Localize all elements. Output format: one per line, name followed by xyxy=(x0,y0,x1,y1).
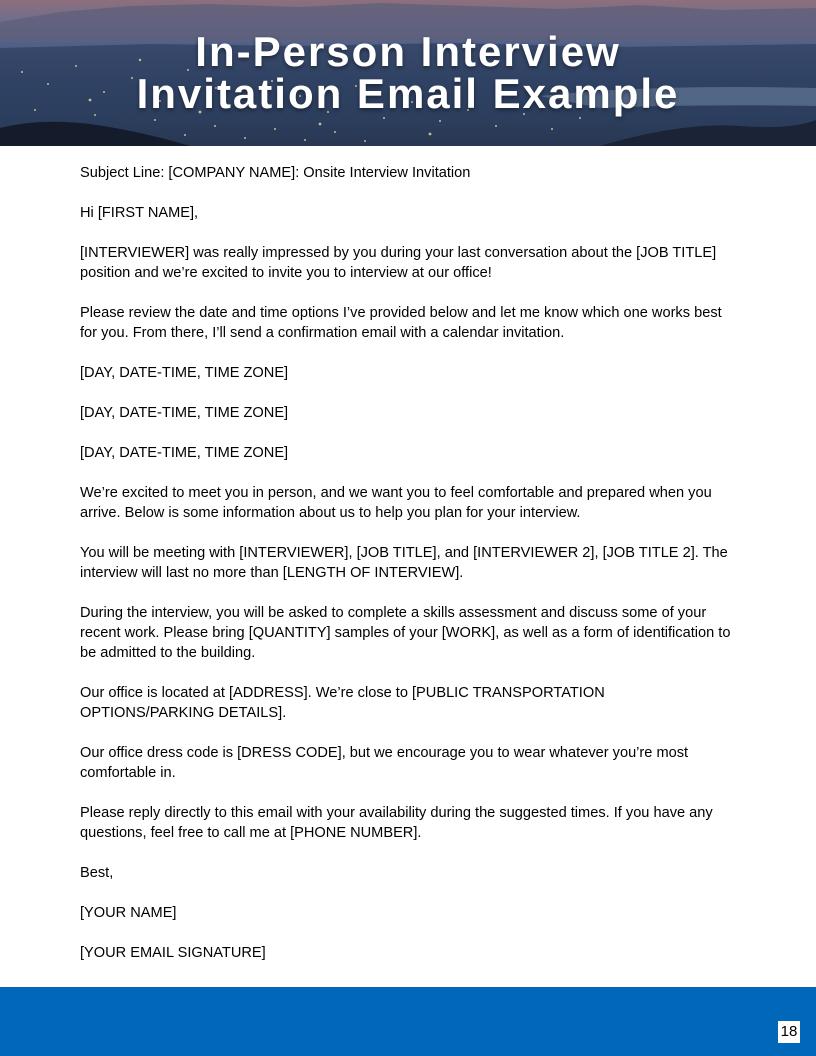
welcome-paragraph: We’re excited to meet you in person, and we want you to feel comfortable and prepared when you arrive. Below is some information about us to help you plan for your interview. xyxy=(80,485,712,521)
page-title xyxy=(0,28,816,117)
reply-paragraph: Please reply directly to this email with your availability during the suggested times. If you have any questions, feel free to call me at [PHONE NUMBER]. xyxy=(80,805,713,841)
time-option-2: [DAY, DATE-TIME, TIME ZONE] xyxy=(80,405,289,421)
signature-placeholder: [YOUR EMAIL SIGNATURE] xyxy=(80,945,266,961)
footer-bar xyxy=(0,987,816,1056)
instructions-paragraph: Please review the date and time options I’ve provided below and let me know which one works best for you. From there, I’ll send a confirmation email with a calendar invitation. xyxy=(80,305,722,341)
assessment-paragraph: During the interview, you will be asked to complete a skills assessment and discuss some of your recent work. Please bring [QUANTITY] samples of your [WORK], as well as a form of identification to be admitted to the building. xyxy=(80,605,731,661)
name-placeholder: [YOUR NAME] xyxy=(80,905,177,921)
header-banner xyxy=(0,0,816,146)
location-paragraph: Our office is located at [ADDRESS]. We’re close to [PUBLIC TRANSPORTATION OPTIONS/PARKING DETAILS]. xyxy=(80,685,605,721)
intro-paragraph: [INTERVIEWER] was really impressed by you during your last conversation about the [JOB TITLE] position and we’re excited to invite you to interview at our office! xyxy=(80,245,717,281)
email-body xyxy=(80,163,740,983)
time-option-3: [DAY, DATE-TIME, TIME ZONE] xyxy=(80,445,289,461)
greeting: Hi [FIRST NAME], xyxy=(80,205,199,221)
page-number: 18 xyxy=(778,1021,800,1043)
page-title-line-2: Invitation Email Example xyxy=(136,70,680,117)
dress-code-paragraph: Our office dress code is [DRESS CODE], but we encourage you to wear whatever you’re most comfortable in. xyxy=(80,745,689,781)
meeting-details-paragraph: You will be meeting with [INTERVIEWER], [JOB TITLE], and [INTERVIEWER 2], [JOB TITLE 2]. The interview will last no more than [LENGTH OF INTERVIEW]. xyxy=(80,545,728,581)
time-option-1: [DAY, DATE-TIME, TIME ZONE] xyxy=(80,365,289,381)
closing: Best, xyxy=(80,865,114,881)
page-title-line-1: In-Person Interview xyxy=(195,28,621,75)
subject-line: Subject Line: [COMPANY NAME]: Onsite Interview Invitation xyxy=(80,165,471,181)
